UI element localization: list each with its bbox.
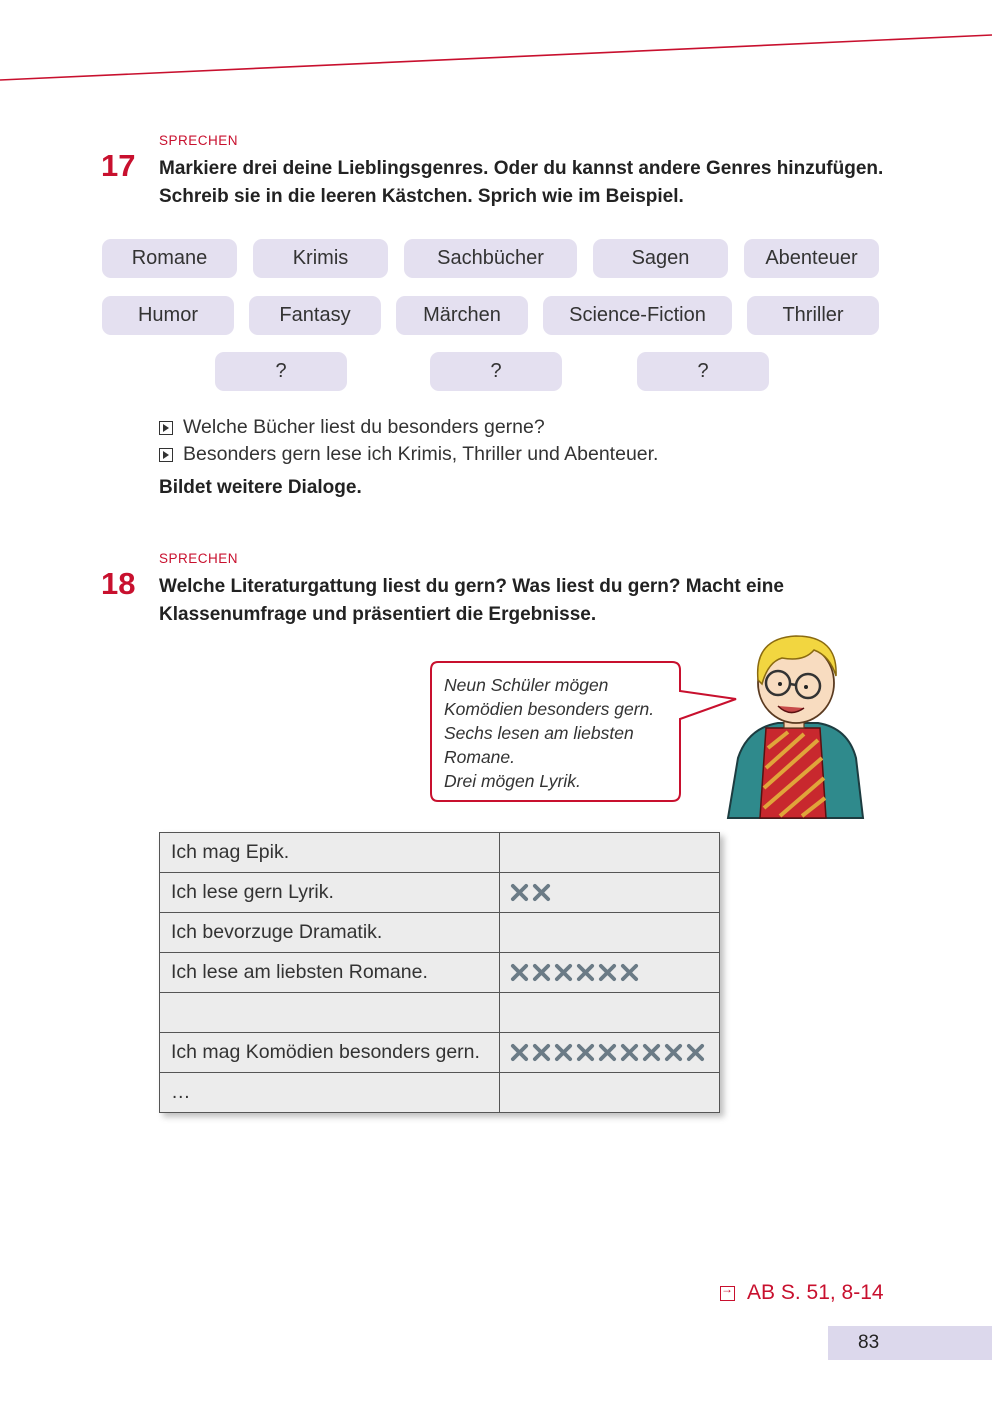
table-row [160, 833, 720, 873]
bubble-line: Sechs lesen am liebsten [444, 723, 634, 743]
exercise-17-label: SPRECHEN [159, 133, 239, 148]
table-row [160, 873, 720, 913]
exercise-18-number: 18 [101, 566, 136, 601]
play-icon[interactable] [159, 448, 173, 462]
tally-cell[interactable] [500, 993, 720, 1033]
tally-cell[interactable] [500, 1073, 720, 1113]
exercise-17-instruction [159, 155, 919, 211]
genre-chip[interactable]: Fantasy [249, 296, 381, 335]
table-row [160, 913, 720, 953]
genre-chip[interactable]: Märchen [396, 296, 528, 335]
boy-illustration [718, 628, 868, 823]
survey-table [159, 832, 720, 1113]
workbook-reference-text: AB S. 51, 8-14 [747, 1281, 884, 1304]
genre-chip[interactable]: Sachbücher [404, 239, 577, 278]
exercise-18-label: SPRECHEN [159, 551, 239, 566]
tally-x-mark [598, 963, 617, 982]
tally-x-mark [554, 1043, 573, 1062]
instruction-line-2: Klassenumfrage und präsentiert die Ergebnisse. [159, 604, 597, 625]
arrow-box-icon [720, 1286, 735, 1301]
dialog-question [159, 416, 545, 439]
genre-chip[interactable]: Romane [102, 239, 237, 278]
tally-x-mark [576, 1043, 595, 1062]
instruction-line-2: Schreib sie in die leeren Kästchen. Sprich wie im Beispiel. [159, 186, 684, 207]
header-rule [0, 0, 992, 90]
statement-cell[interactable]: … [160, 1073, 500, 1113]
table-row [160, 953, 720, 993]
table-row [160, 1073, 720, 1113]
tally-x-mark [532, 883, 551, 902]
tally-cell[interactable] [500, 1033, 720, 1073]
tally-x-mark [532, 963, 551, 982]
statement-cell[interactable]: Ich lese gern Lyrik. [160, 873, 500, 913]
statement-cell[interactable]: Ich mag Komödien besonders gern. [160, 1033, 500, 1073]
genre-chip[interactable]: Humor [102, 296, 234, 335]
bubble-line: Neun Schüler mögen [444, 675, 609, 695]
tally-x-mark [532, 1043, 551, 1062]
tally-x-mark [642, 1043, 661, 1062]
bubble-line: Drei mögen Lyrik. [444, 771, 581, 791]
tally-x-mark [510, 883, 529, 902]
bubble-line: Romane. [444, 747, 516, 767]
genre-chip[interactable]: Thriller [747, 296, 879, 335]
tally-cell[interactable] [500, 833, 720, 873]
genre-chip[interactable]: Science-Fiction [543, 296, 732, 335]
dialog-answer [159, 443, 658, 466]
statement-cell[interactable]: Ich mag Epik. [160, 833, 500, 873]
dialog-question-text: Welche Bücher liest du besonders gerne? [183, 416, 545, 438]
statement-cell[interactable]: Ich lese am liebsten Romane. [160, 953, 500, 993]
genre-chip[interactable]: Krimis [253, 239, 388, 278]
tally-cell[interactable] [500, 913, 720, 953]
tally-x-mark [576, 963, 595, 982]
tally-x-mark [620, 963, 639, 982]
tally-x-mark [510, 1043, 529, 1062]
instruction-line-1: Welche Literaturgattung liest du gern? Was liest du gern? Macht eine [159, 576, 784, 597]
blank-genre-chip[interactable]: ? [215, 352, 347, 391]
genre-chip[interactable]: Sagen [593, 239, 728, 278]
tally-x-mark [686, 1043, 705, 1062]
bubble-line: Komödien besonders gern. [444, 699, 655, 719]
page-number-text: 83 [858, 1332, 880, 1353]
dialog-answer-text: Besonders gern lese ich Krimis, Thriller und Abenteuer. [183, 443, 659, 465]
play-icon[interactable] [159, 421, 173, 435]
workbook-reference[interactable] [720, 1281, 884, 1305]
genre-chip[interactable]: Abenteuer [744, 239, 879, 278]
tally-x-mark [554, 963, 573, 982]
tally-x-mark [664, 1043, 683, 1062]
table-row [160, 993, 720, 1033]
followup-instruction: Bildet weitere Dialoge. [159, 477, 362, 498]
blank-genre-chip[interactable]: ? [637, 352, 769, 391]
tally-cell[interactable] [500, 953, 720, 993]
instruction-line-1: Markiere drei deine Lieblingsgenres. Oder du kannst andere Genres hinzufügen. [159, 158, 884, 179]
exercise-18-instruction [159, 573, 919, 629]
tally-x-mark [510, 963, 529, 982]
speech-bubble-text [444, 673, 674, 793]
page-number [828, 1326, 992, 1360]
statement-cell[interactable]: Ich bevorzuge Dramatik. [160, 913, 500, 953]
blank-genre-chip[interactable]: ? [430, 352, 562, 391]
statement-cell[interactable] [160, 993, 500, 1033]
tally-x-mark [620, 1043, 639, 1062]
table-row [160, 1033, 720, 1073]
tally-x-mark [598, 1043, 617, 1062]
exercise-17-number: 17 [101, 148, 136, 183]
tally-cell[interactable] [500, 873, 720, 913]
